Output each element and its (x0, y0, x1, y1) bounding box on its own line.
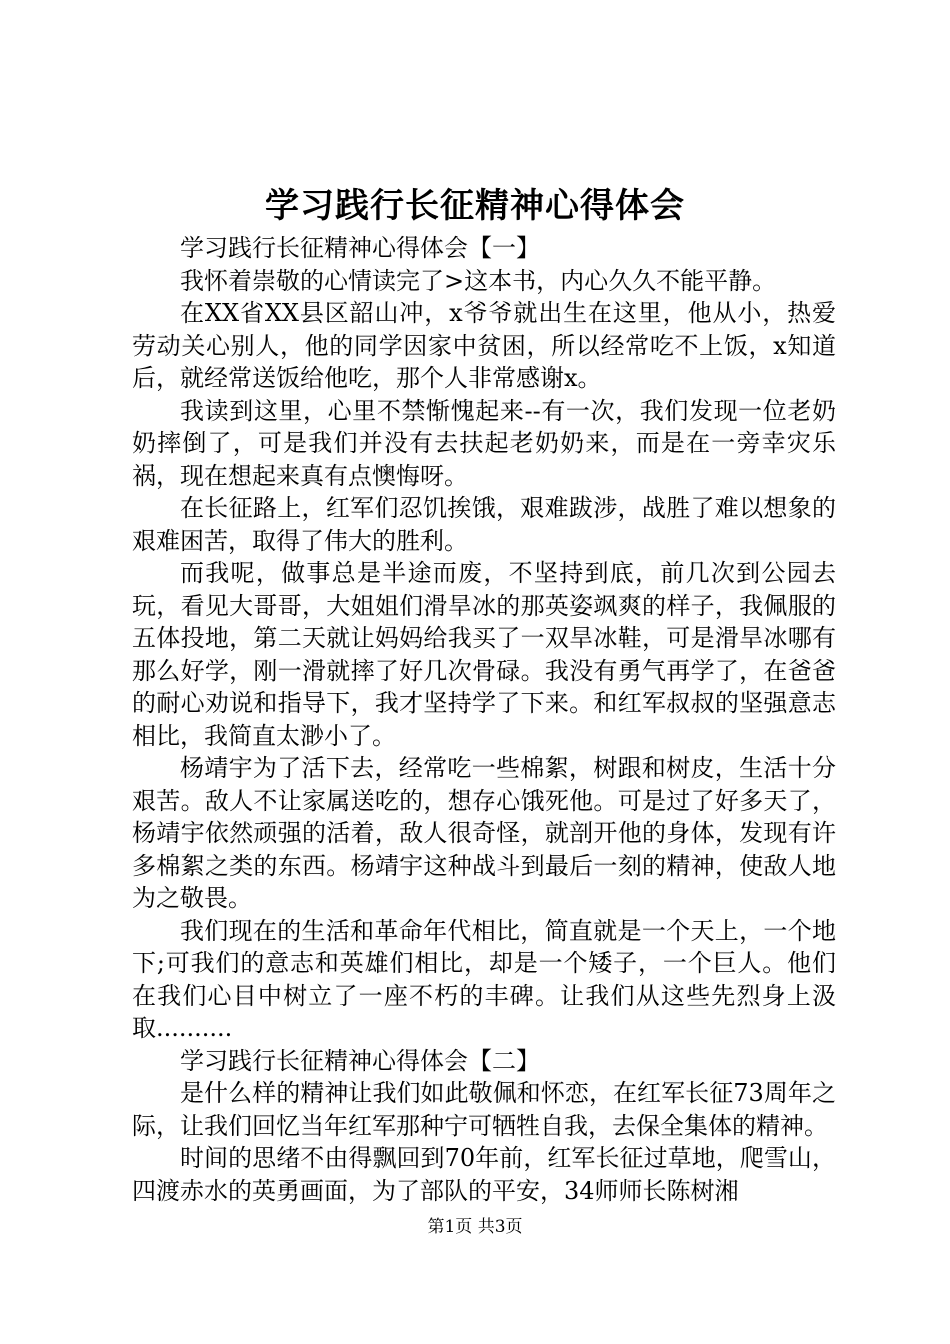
paragraph: 而我呢，做事总是半途而废，不坚持到底，前几次到公园去玩，看见大哥哥，大姐姐们滑旱冰的那英姿飒爽的样子，我佩服的五体投地，第二天就让妈妈给我买了一双旱冰鞋，可是滑旱冰哪有那么好学，刚一滑就摔了好几次骨碌。我没有勇气再学了，在爸爸的耐心劝说和指导下，我才坚持学了下来。和红军叔叔的坚强意志相比，我简直太渺小了。 (132, 559, 836, 750)
paragraph: 杨靖宇为了活下去，经常吃一些棉絮，树跟和树皮，生活十分艰苦。敌人不让家属送吃的，想存心饿死他。可是过了好多天了，杨靖宇依然顽强的活着，敌人很奇怪，就剖开他的身体，发现有许多棉絮之类的东西。杨靖宇这种战斗到最后一刻的精神，使敌人地为之敬畏。 (132, 754, 836, 912)
paragraph: 是什么样的精神让我们如此敬佩和怀恋，在红军长征73周年之际，让我们回忆当年红军那种宁可牺牲自我，去保全集体的精神。 (132, 1079, 836, 1140)
paragraph: 我读到这里，心里不禁惭愧起来--有一次，我们发现一位老奶奶摔倒了，可是我们并没有去扶起老奶奶来，而是在一旁幸灾乐祸，现在想起来真有点懊悔呀。 (132, 396, 836, 490)
paragraph: 在长征路上，红军们忍饥挨饿，艰难跋涉，战胜了难以想象的艰难困苦，取得了伟大的胜利。 (132, 494, 836, 555)
paragraph: 时间的思绪不由得飘回到70年前，红军长征过草地，爬雪山，四渡赤水的英勇画面，为了部队的平安，34师师长陈树湘 (132, 1144, 836, 1205)
paragraph: 在XX省XX县区韶山冲，x爷爷就出生在这里，他从小，热爱劳动关心别人，他的同学因家中贫困，所以经常吃不上饭，x知道后，就经常送饭给他吃，那个人非常感谢x。 (132, 299, 836, 392)
paragraph: 我怀着崇敬的心情读完了>这本书，内心久久不能平静。 (180, 266, 777, 295)
page-number-footer: 第1页 共3页 (427, 1217, 523, 1237)
document-body (132, 232, 836, 1207)
document-title: 学习践行长征精神心得体会 (265, 186, 685, 226)
section-heading-2: 学习践行长征精神心得体会【二】 (180, 1046, 540, 1075)
paragraph: 我们现在的生活和革命年代相比，简直就是一个天上，一个地下;可我们的意志和英雄们相比，却是一个矮子，一个巨人。他们在我们心目中树立了一座不朽的丰碑。让我们从这些先烈身上汲取.......... (132, 916, 836, 1042)
section-heading-1: 学习践行长征精神心得体会【一】 (180, 234, 540, 262)
